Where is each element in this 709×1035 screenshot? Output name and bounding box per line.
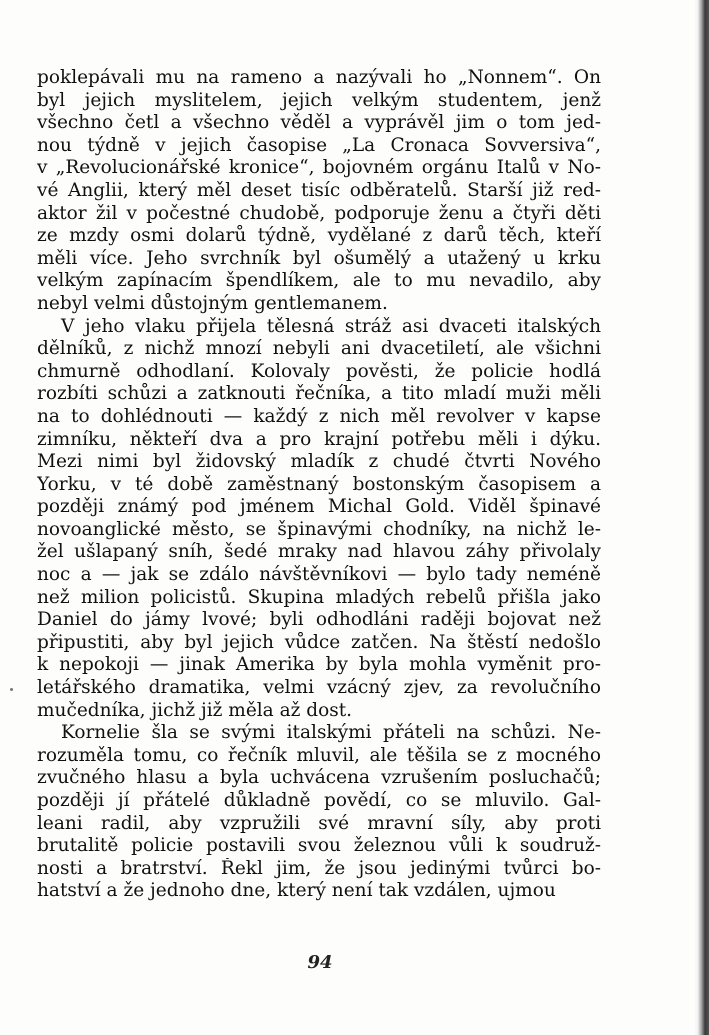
text-line: aktor žil v počestné chudobě, podporuje ženu a čtyři děti: [37, 202, 601, 224]
text-line: velkým zapínacím špendlíkem, ale to mu nevadilo, aby: [37, 270, 601, 292]
text-line: Yorku, v té době zaměstnaný bostonským časopisem a: [37, 473, 601, 495]
page-number: 94: [307, 952, 333, 973]
text-line: Daniel do jámy lvové; byli odhodláni raději bojovat než: [37, 609, 601, 631]
text-line: měli více. Jeho svrchník byl ošumělý a utažený u krku: [37, 247, 601, 269]
text-line: žel ušlapaný sníh, šedé mraky nad hlavou záhy přivolaly: [37, 541, 601, 563]
text-line: v „Revolucionářské kronice“, bojovném orgánu Italů v No-: [37, 157, 601, 179]
body-text: [37, 67, 601, 903]
text-line: na to dohlédnouti — každý z nich měl revolver v kapse: [37, 405, 601, 427]
text-line: k nepokoji — jinak Amerika by byla mohla vyměnit pro-: [37, 654, 601, 676]
text-line: chmurně odhodlaní. Kolovaly pověsti, že policie hodlá: [37, 360, 601, 382]
text-line: později jí přátelé důkladně povědí, co se mluvilo. Gal-: [37, 790, 601, 811]
text-line: rozbíti schůzi a zatknouti řečníka, a tito mladí muži měli: [37, 383, 601, 405]
text-line: rozuměla tomu, co řečník mluvil, ale těšila se z mocného: [37, 744, 601, 766]
text-line: nou týdně v jejich časopise „La Cronaca Sovversiva“,: [37, 134, 601, 156]
text-line: vé Anglii, který měl deset tisíc odběratelů. Starší již red-: [37, 179, 601, 201]
text-line: všechno četl a všechno věděl a vyprávěl jim o tom jed-: [37, 112, 601, 134]
text-line: Mezi nimi byl židovský mladík z chudé čtvrti Nového: [37, 451, 601, 473]
text-line: dělníků, z nichž mnozí nebyli ani dvacetiletí, ale všichni: [37, 338, 601, 360]
text-line: mučedníka, jichž již měla až dost.: [37, 699, 353, 721]
text-line: poklepávali mu na rameno a nazývali ho „Nonnem“. On: [37, 67, 601, 88]
text-line: připustiti, aby byl jejich vůdce zatčen. Na štěstí nedošlo: [37, 631, 601, 653]
text-line: noc a — jak se zdálo návštěvníkovi — bylo tady neméně: [37, 564, 601, 586]
text-line: zvučného hlasu a byla uchvácena vzrušením posluchačů;: [37, 767, 601, 789]
text-line: leani radil, aby vzpružili své mravní síly, aby proti: [37, 812, 601, 834]
text-line: ze mzdy osmi dolarů týdně, vydělané z darů těch, kteří: [37, 225, 601, 247]
text-line: byl jejich myslitelem, jejich velkým studentem, jenž: [37, 89, 601, 111]
text-line: než milion policistů. Skupina mladých rebelů přišla jako: [37, 586, 601, 608]
paragraph: [37, 67, 601, 316]
book-spine-shadow: [693, 0, 709, 1035]
text-line: zimníku, někteří dva a pro krajní potřebu měli i dýku.: [37, 428, 601, 450]
paragraph: [37, 722, 601, 903]
text-line: letářského dramatika, velmi vzácný zjev, za revolučního: [37, 677, 601, 699]
paragraph: [37, 316, 601, 723]
text-line: hatství a že jednoho dne, který není tak vzdálen, ujmou: [37, 880, 556, 902]
text-line: nosti a bratrství. Řekl jim, že jsou jedinými tvůrci bo-: [37, 857, 601, 879]
text-line: Kornelie šla se svými italskými přáteli na schůzi. Ne-: [61, 722, 601, 744]
text-line: V jeho vlaku přijela tělesná stráž asi dvaceti italských: [61, 315, 601, 337]
text-line: nebyl velmi důstojným gentlemanem.: [37, 292, 388, 314]
text-line: novoanglické město, se špinavými chodníky, na nichž le-: [37, 518, 601, 540]
margin-speck: [10, 688, 13, 691]
text-line: brutalitě policie postavili svou železnou vůli k soudruž-: [37, 835, 601, 857]
text-line: později známý pod jménem Michal Gold. Viděl špinavé: [37, 496, 601, 518]
